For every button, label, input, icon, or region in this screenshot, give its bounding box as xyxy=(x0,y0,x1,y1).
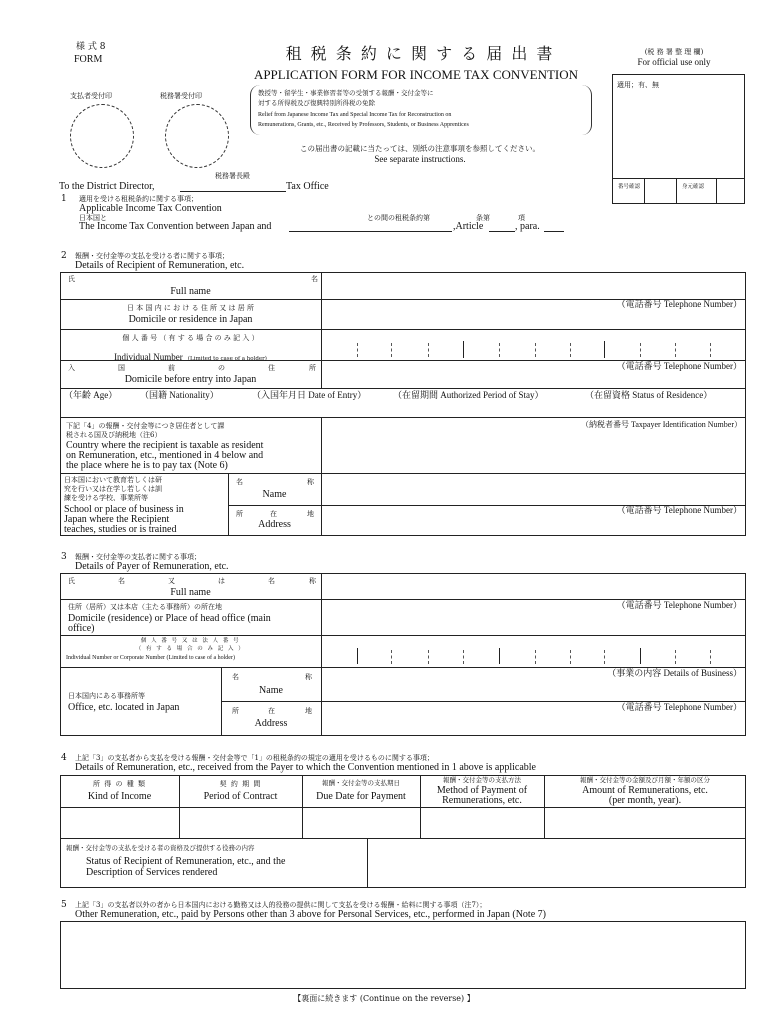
school-name-label-jp: 名 称 xyxy=(236,478,314,486)
section3-number: 3 xyxy=(61,552,67,562)
payer-office-name-field[interactable] xyxy=(322,668,745,701)
kind-of-income-field[interactable] xyxy=(61,808,179,838)
recipient-domicile-label-en: Domicile or residence in Japan xyxy=(128,314,253,325)
form-number-en: FORM xyxy=(74,54,103,65)
school-label-jp-1: 日本国において教育若しくは研 xyxy=(64,476,162,484)
before-entry-field[interactable] xyxy=(322,361,745,388)
payer-name-label-en: Full name xyxy=(170,587,211,598)
recipient-status-label-en-1: Status of Recipient of Remuneration, etc., and the xyxy=(86,856,286,867)
period-of-contract-field[interactable] xyxy=(180,808,302,838)
due-date-field[interactable] xyxy=(303,808,420,838)
addressee-jp: 税務署長殿 xyxy=(215,172,250,180)
payer-office-label-jp: 日本国内にある事務所等 xyxy=(68,692,145,700)
convention-line-jp-a: 日本国と xyxy=(79,214,107,222)
col-period-en: Period of Contract xyxy=(203,791,278,802)
instructions-en: See separate instructions. xyxy=(374,154,466,164)
convention-line-jp-b: との間の租税条約第 xyxy=(367,214,430,222)
col-amount-jp: 報酬・交付金等の金額及び月額・年額の区分 xyxy=(580,776,710,784)
taxable-label-en-3: the place where he is to pay tax (Note 6) xyxy=(66,460,228,471)
school-name-field[interactable] xyxy=(322,474,745,505)
recipient-name-label-en: Full name xyxy=(170,286,211,297)
continue-notice: 【裏面に続きます (Continue on the reverse) 】 xyxy=(293,994,475,1003)
payer-office-tel-label: （電話番号 Telephone Number） xyxy=(616,702,742,712)
payer-name-field[interactable] xyxy=(322,574,745,599)
school-label-en-1: School or place of business in xyxy=(64,504,184,515)
col-kind-jp: 所 得 の 種 類 xyxy=(93,780,146,788)
section4-title-en: Details of Remuneration, etc., received from the Payer to which the Convention mentioned in 1 above is applicable xyxy=(75,762,536,773)
official-cell-number: 番号確認 xyxy=(618,184,641,190)
official-apply: 適用；有、無 xyxy=(617,81,659,89)
tax-office-label: Tax Office xyxy=(286,181,329,192)
convention-country-line[interactable] xyxy=(289,231,452,232)
section5-title-jp: 上記「3」の支払者以外の者から日本国内における勤務又は人的役務の提供に関して支払を受ける報酬・給料に関する事項（注7）； xyxy=(75,901,487,909)
instructions-jp: この届出書の記載に当たっては、別紙の注意事項を参照してください。 xyxy=(300,144,540,153)
stamp1-label: 支払者受付印 xyxy=(70,92,112,100)
tax-office-stamp-circle xyxy=(165,104,229,168)
before-entry-label-en: Domicile before entry into Japan xyxy=(124,374,257,385)
school-address-label-jp: 所 在 地 xyxy=(236,510,314,518)
school-label-jp-3: 練を受ける学校、事業所等 xyxy=(64,494,148,502)
col-due-en: Due Date for Payment xyxy=(316,791,406,802)
subtitle-jp-2: 対する所得税及び復興特別所得税の免除 xyxy=(258,99,375,107)
convention-article-line[interactable] xyxy=(489,231,515,232)
taxable-label-en-1: Country where the recipient is taxable as resident xyxy=(66,440,264,451)
subtitle-en-2: Remunerations, Grants, etc., Received by Professors, Students, or Business Apprentices xyxy=(258,122,469,128)
section4-number: 4 xyxy=(61,753,67,763)
section3-title-jp: 報酬・交付金等の支払者に関する事項； xyxy=(75,553,201,561)
payer-office-address-field[interactable] xyxy=(322,702,745,736)
other-remuneration-field[interactable] xyxy=(60,921,746,989)
section1-title-en: Applicable Income Tax Convention xyxy=(79,203,222,214)
residence-status-label: （在留資格 Status of Residence） xyxy=(585,390,713,400)
payer-number-field[interactable] xyxy=(322,636,745,667)
school-tel-label: （電話番号 Telephone Number） xyxy=(616,505,742,515)
payer-number-label-jp-1: 個 人 番 号 又 は 法 人 番 号 xyxy=(140,638,241,644)
section4-title-jp: 上記「3」の支払者から支払を受ける報酬・交付金等で「1」の租税条約の規定の適用を受けるものに関する事項； xyxy=(75,754,434,762)
recipient-status-label-jp: 報酬・交付金等の支払を受ける者の資格及び提供する役務の内容 xyxy=(66,844,255,852)
title-jp: 租 税 条 約 に 関 す る 届 出 書 xyxy=(285,44,555,63)
before-entry-tel-label: （電話番号 Telephone Number） xyxy=(616,361,742,371)
convention-line-en-a: The Income Tax Convention between Japan and xyxy=(79,221,272,232)
payer-domicile-label-en-2: office) xyxy=(68,623,95,634)
payer-office-name-label-jp: 名 称 xyxy=(232,673,312,681)
age-label: （年齢 Age） xyxy=(64,390,118,400)
payer-domicile-label-jp: 住所（居所）又は本店（主たる事務所）の所在地 xyxy=(68,603,222,611)
school-label-en-2: Japan where the Recipient xyxy=(64,514,170,525)
convention-line-en-b: ,Article xyxy=(453,221,484,232)
recipient-number-field[interactable] xyxy=(322,330,745,360)
payer-number-label-jp-2: （ 有 す る 場 合 の み 記 入 ） xyxy=(135,646,246,652)
nationality-label: （国籍 Nationality） xyxy=(140,390,219,400)
recipient-number-label-jp: 個 人 番 号 （ 有 す る 場 合 の み 記 入 ） xyxy=(122,334,259,342)
convention-line-en-c: , para. xyxy=(515,221,540,232)
official-use-jp: (税 務 署 整 理 欄) xyxy=(644,48,704,56)
taxable-label-jp-2: 税される国及び納税地（注6） xyxy=(66,431,162,439)
taxable-label-jp-1: 下記「4」の報酬・交付金等につき居住者として課 xyxy=(66,422,225,430)
entry-date-label: （入国年月日 Date of Entry） xyxy=(252,390,367,400)
recipient-tel-label: （電話番号 Telephone Number） xyxy=(616,299,742,309)
addressee-en: To the District Director, xyxy=(59,181,155,192)
school-label-jp-2: 究を行い又は在学し若しくは訓 xyxy=(64,485,162,493)
school-label-en-3: teaches, studies or is trained xyxy=(64,524,177,535)
taxable-country-field[interactable] xyxy=(322,418,745,473)
payer-office-address-label-en: Address xyxy=(254,718,288,729)
col-method-en-1: Method of Payment of xyxy=(436,785,528,796)
section3-title-en: Details of Payer of Remuneration, etc. xyxy=(75,561,229,572)
convention-line-jp-d: 項 xyxy=(518,214,525,222)
recipient-domicile-field[interactable] xyxy=(322,300,745,329)
payer-name-label-jp: 氏 名 又 は 名 称 xyxy=(68,577,316,585)
official-use-en: For official use only xyxy=(637,57,711,67)
taxable-label-en-2: on Remuneration, etc., mentioned in 4 below and xyxy=(66,450,264,461)
section5-number: 5 xyxy=(61,900,67,910)
section2-title-en: Details of Recipient of Remuneration, etc. xyxy=(75,260,245,271)
stamp2-label: 税務署受付印 xyxy=(160,92,202,100)
payer-domicile-label-en-1: Domicile (residence) or Place of head office (main xyxy=(68,613,271,624)
payment-method-field[interactable] xyxy=(421,808,544,838)
payer-office-address-label-jp: 所 在 地 xyxy=(232,707,312,715)
subtitle-en-1: Relief from Japanese Income Tax and Special Income Tax for Reconstruction on xyxy=(258,112,452,118)
col-due-jp: 報酬・交付金等の支払期日 xyxy=(322,779,400,787)
section1-number: 1 xyxy=(61,194,67,204)
payer-office-label-en: Office, etc. located in Japan xyxy=(68,702,180,713)
section2-title-jp: 報酬・交付金等の支払を受ける者に関する事項； xyxy=(75,252,229,260)
official-cell-identity: 身元確認 xyxy=(682,184,705,190)
col-amount-en-2: (per month, year). xyxy=(608,795,682,806)
school-address-field[interactable] xyxy=(322,506,745,536)
convention-para-line[interactable] xyxy=(544,231,564,232)
section1-title-jp: 適用を受ける租税条約に関する事項； xyxy=(79,195,198,203)
section5-title-en: Other Remuneration, etc., paid by Persons other than 3 above for Personal Services, etc., performed in Japan (Note 7) xyxy=(75,909,546,920)
recipient-name-label-jp: 氏 名 xyxy=(68,275,318,283)
recipient-status-field[interactable] xyxy=(368,839,745,887)
col-kind-en: Kind of Income xyxy=(87,791,152,802)
recipient-domicile-label-jp: 日 本 国 内 に お け る 住 所 又 は 居 所 xyxy=(127,304,254,312)
recipient-status-label-en-2: Description of Services rendered xyxy=(86,867,218,878)
school-name-label-en: Name xyxy=(262,489,287,500)
recipient-name-field[interactable] xyxy=(322,273,745,299)
title-en: APPLICATION FORM FOR INCOME TAX CONVENTION xyxy=(253,67,579,82)
before-entry-label-jp: 入 国 前 の 住 所 xyxy=(68,364,316,372)
col-method-en-2: Remunerations, etc. xyxy=(442,795,522,806)
school-address-label-en: Address xyxy=(258,519,291,530)
amount-field[interactable] xyxy=(545,808,745,838)
col-method-jp: 報酬・交付金等の支払方法 xyxy=(443,776,521,784)
business-details-label: （事業の内容 Details of Business） xyxy=(607,668,742,678)
recipient-number-label-en: Individual Number (Limited to case of a holder) xyxy=(114,352,267,362)
col-period-jp: 契 約 期 間 xyxy=(219,780,262,788)
taxpayer-id-label: （納税者番号 Taxpayer Identification Number） xyxy=(581,420,742,429)
form-number-jp: 様 式 8 xyxy=(76,42,106,52)
payer-office-name-label-en: Name xyxy=(259,685,283,696)
stay-period-label: （在留期間 Authorized Period of Stay） xyxy=(393,390,544,400)
tax-office-line[interactable] xyxy=(180,191,286,192)
payer-number-label-en: Individual Number or Corporate Number (Limited to case of a holder) xyxy=(66,655,235,661)
payer-tel-label: （電話番号 Telephone Number） xyxy=(616,600,742,610)
section2-number: 2 xyxy=(61,251,67,261)
payer-domicile-field[interactable] xyxy=(322,600,745,635)
convention-line-jp-c: 条第 xyxy=(476,214,490,222)
col-amount-en-1: Amount of Remunerations, etc. xyxy=(582,785,708,796)
subtitle-jp-1: 教授等・留学生・事業修習者等の受領する報酬・交付金等に xyxy=(258,89,434,97)
payer-stamp-circle xyxy=(70,104,134,168)
